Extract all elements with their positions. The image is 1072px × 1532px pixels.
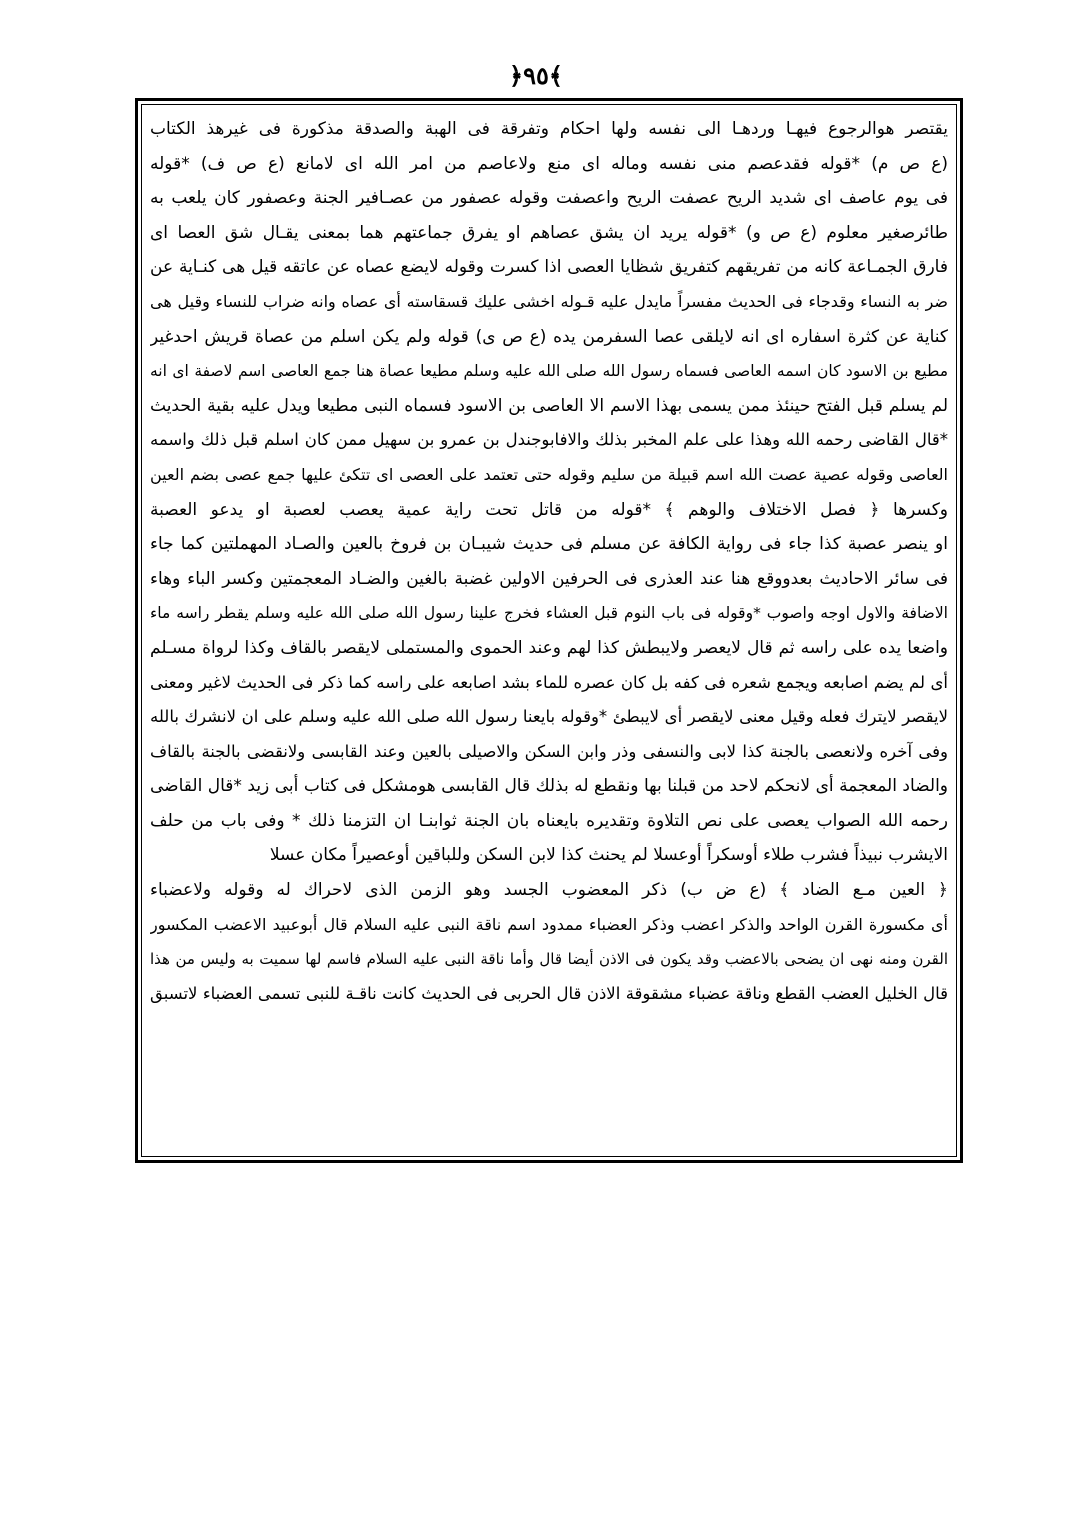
text-line: مطيع بن الاسود كان اسمه العاصى فسماه رسول الله صلى الله عليه وسلم مطيعا عصاة هنا جمع العاصى اسم لاصفة اى انه xyxy=(150,362,948,381)
text-line: قال الخليل العضب القطع وناقة عضباء مشقوقة الاذن قال الحربى فى الحديث كانت ناقـة للنبى تسمى العضباء لاتسبق xyxy=(150,983,948,1003)
text-line: العاصى وقوله عصية عصت الله اسم قبيلة من سليم وقوله حتى تعتمد على العصى اى تتكئ عليها جمع عصى بضم العين xyxy=(150,464,948,484)
text-line: *قال القاضى رحمه الله وهذا على علم المخبر بذلك والافابوجندل بن عمرو بن سهيل ممن كان اسلم قبل ذلك واسمه xyxy=(150,430,948,450)
text-line: يقتصر هوالرجوع فيهـا وردهـا الى نفسه ولها احكام وتفرقة فى الهبة والصدقة مذكورة فى غيرهذ الكتاب xyxy=(150,119,948,139)
text-line: وكسرها ﴿ فصل الاختلاف والوهم ﴾ *قوله من قاتل تحت راية عمية يعصب لعصبة او يدعو العصبة xyxy=(150,499,948,520)
text-line: فى سائر الاحاديث بعدووقع هنا عند العذرى فى الحرفين الاولين غضبة بالغين والضـاد المعجمتين وكسر الباء وهاء xyxy=(150,568,948,589)
page-number: ﴿٩٥﴾ xyxy=(509,61,563,90)
text-line: القرن ومنه نهى ان يضحى بالاعضب وقد يكون فى الاذن أيضا قال وأما ناقة النبى عليه السلام فاسم لها سميت به وليس من هذا xyxy=(150,950,948,969)
text-line: الايشرب نبيذاً فشرب طلاء أوسكراً أوعسلا لم يحنث كذا لابن السكن وللباقين أوعصيراً مكان عسلا xyxy=(269,845,948,866)
text-line: واضعا يده على راسه ثم قال لايعصر ولايبطش كذا لهم وعند الحموى والمستملى لايقصر بالقاف وكذا لرواة مسـلم xyxy=(150,637,948,658)
text-line: أى مكسورة القرن الواحد والذكر اعضب وذكر العضباء ممدود اسم ناقة النبى عليه السلام قال أبوعبيد الاعضب المكسور xyxy=(150,914,948,934)
text-line: طائرصغير معلوم (ع ص و) *قوله يريد ان يشق عصاهم او يفرق جماعتهم هما بمعنى يقـال شق العصا اى xyxy=(150,222,948,243)
text-line: فى يوم عاصف اى شديد الريح عصفت الريح واعصفت وقوله عصفور من عصـافير الجنة وعصفور كان يلعب به xyxy=(150,188,948,209)
text-line: والضاد المعجمة أى لانحكم لاحد من قبلنا بها ونقطع له بذلك قال القابسى هومشكل فى كتاب أبى زيد *قال القاضى xyxy=(150,776,948,797)
text-line: لم يسلم قبل الفتح حينئذ ممن يسمى بهذا الاسم الا العاصى بن الاسود فسماه النبى مطيعا ويدل عليه بقية الحديث xyxy=(150,395,948,416)
text-line: لايقصر لايترك فعله وقيل معنى لايقصر أى لايبطئ *وقوله بايعنا رسول الله صلى الله عليه وسلم على ان لانشرك بالله xyxy=(150,707,948,727)
text-line: وفى آخره ولانعصى بالجنة كذا لابى والنسفى وذر وابن السكن والاصيلى بالعين وعند القابسى ولانقضى بالجنة بالقاف xyxy=(150,741,948,761)
text-line: كناية عن كثرة اسفاره اى انه لايلقى عصا السفرمن يده (ع ص ى) قوله ولم يكن اسلم من عصاة قريش احدغير xyxy=(150,326,948,347)
text-line: ﴿ العين مـع الضاد ﴾ (ع ض ب) ذكر المعضوب الجسد وهو الزمن الذى لاحراك له وقوله ولاعضباء xyxy=(150,880,948,901)
text-line: أى لم يضم اصابعه ويجمع شعره فى كفه بل كان عصره للماء بشد اصابعه على راسه كما ذكر فى الحديث لاغير ومعنى xyxy=(150,672,948,692)
text-line: الاضافة والاول اوجه واصوب *وقوله فى باب النوم قبل العشاء فخرج علينا رسول الله صلى الله عليه وسلم يقطر راسه ماء xyxy=(150,604,948,623)
text-line: او ينصر عصبة كذا جاء فى رواية الكافة عن مسلم فى حديث شيبـان بن فروخ بالعين والصـاد المهملتين كما جاء xyxy=(150,534,948,555)
text-line: ضر به النساء وقدجاء فى الحديث مفسراً مايدل عليه قـوله اخشى عليك قسقاسته أى عصاه وانه ضراب للنساء وقيل هى xyxy=(150,291,948,311)
text-line: فارق الجمـاعة كانه من تفريقهم كتفريق شظايا العصى اذا كسرت وقوله لايضع عصاه عن عاتقه قيل هى كنـاية عن xyxy=(150,257,948,278)
text-line: رحمه الله الصواب يعصى على نص التلاوة وتقديره بايعناه بان الجنة ثوابنـا ان التزمنا ذلك * وفى باب من حلف xyxy=(150,810,948,831)
text-line: (ع ص م) *قوله فقدعصم منى نفسه وماله اى منع ولاعاصم من امر الله اى لامانع (ع ص ف) *قوله xyxy=(150,153,948,174)
arabic-text-block xyxy=(150,112,948,1152)
